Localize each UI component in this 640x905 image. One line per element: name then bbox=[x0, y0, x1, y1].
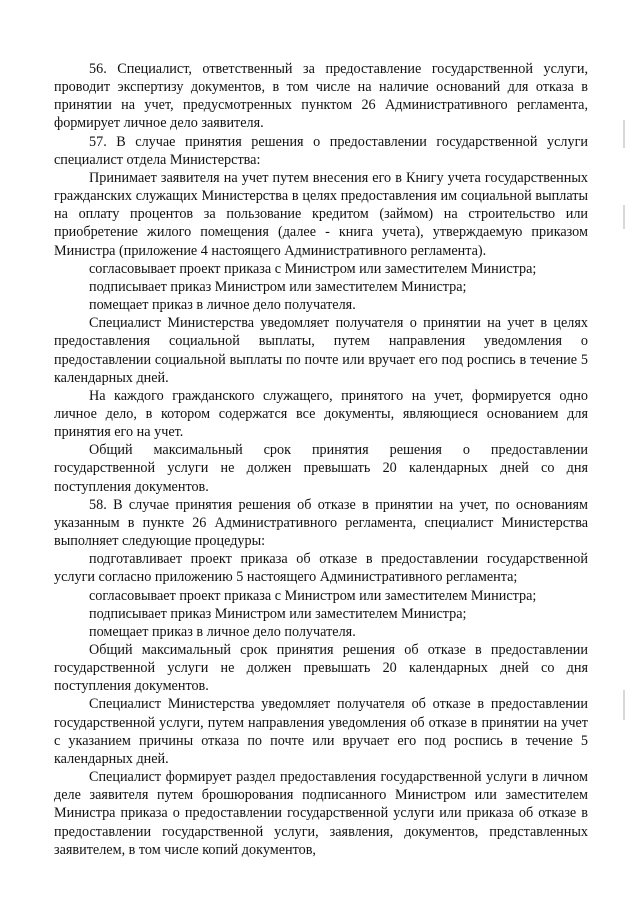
paragraph-58: 58. В случае принятия решения об отказе в принятии на учет, по основаниям указанным в пункте 26 Административного регламента, специалист Министерства выполняет следующие процедуры: bbox=[54, 496, 588, 550]
paragraph-57: 57. В случае принятия решения о предоставлении государственной услуги специалист отдела Министерства: bbox=[54, 133, 588, 168]
procedure-item: согласовывает проект приказа с Министром или заместителем Министра; bbox=[89, 260, 537, 277]
paragraph-personal-file: На каждого гражданского служащего, принятого на учет, формируется одно личное дело, в котором содержатся все документы, являющиеся основанием для принятия его на учет. bbox=[54, 387, 588, 441]
procedure-item: подписывает приказ Министром или заместителем Министра; bbox=[89, 278, 467, 295]
paragraph-56: 56. Специалист, ответственный за предоставление государственной услуги, проводит экспертизу документов, в том числе на наличие оснований для отказа в принятии на учет, предусмотренных пунктом 26 Административного регламента, формирует личное дело заявителя. bbox=[54, 61, 588, 132]
scan-edge-mark bbox=[623, 205, 625, 229]
procedure-item: согласовывает проект приказа с Министром или заместителем Министра; bbox=[89, 587, 537, 604]
procedure-item: помещает приказ в личное дело получателя. bbox=[89, 297, 356, 314]
paragraph-refusal-deadline: Общий максимальный срок принятия решения об отказе в предоставлении государственной услуги не должен превышать 20 календарных дней со дня поступления документов. bbox=[54, 642, 588, 695]
paragraph-file-section: Специалист формирует раздел предоставления государственной услуги в личном деле заявителя путем брошюрования подписанного Министром или заместителем Министра приказа о предоставлении государственной услуги или приказа об отказе в предоставлении государственной услуги, заявления, документов, представленных заявителем, в том числе копий документов, bbox=[54, 769, 588, 858]
paragraph-refusal-notification: Специалист Министерства уведомляет получателя об отказе в предоставлении государственной услуги, путем направления уведомления об отказе в принятии на учет с указанием причины отказа по почте или вручает его под роспись в течение 5 календарных дней. bbox=[54, 696, 588, 767]
scan-edge-mark bbox=[623, 120, 625, 148]
procedure-item: помещает приказ в личное дело получателя. bbox=[89, 623, 356, 640]
paragraph-deadline: Общий максимальный срок принятия решения о предоставлении государственной услуги не должен превышать 20 календарных дней со дня поступления документов. bbox=[54, 442, 588, 495]
procedure-item: подготавливает проект приказа об отказе в предоставлении государственной услуги согласно приложению 5 настоящего Административного регламента; bbox=[54, 551, 588, 586]
scan-edge-mark bbox=[623, 690, 625, 720]
paragraph-registration: Принимает заявителя на учет путем внесения его в Книгу учета государственных гражданских служащих Министерства в целях предоставления им социальной выплаты на оплату процентов за пользование кредитом (займом) на строительство или приобретение жилого помещения (далее - книга учета), утверждаемую приказом Министра (приложение 4 настоящего Административного регламента). bbox=[54, 169, 588, 259]
paragraph-notification: Специалист Министерства уведомляет получателя о принятии на учет в целях предоставления социальной выплаты, путем направления уведомления о предоставлении социальной выплаты по почте или вручает его под роспись в течение 5 календарных дней. bbox=[54, 315, 588, 386]
document-body bbox=[54, 60, 588, 859]
procedure-item: подписывает приказ Министром или заместителем Министра; bbox=[89, 605, 467, 622]
